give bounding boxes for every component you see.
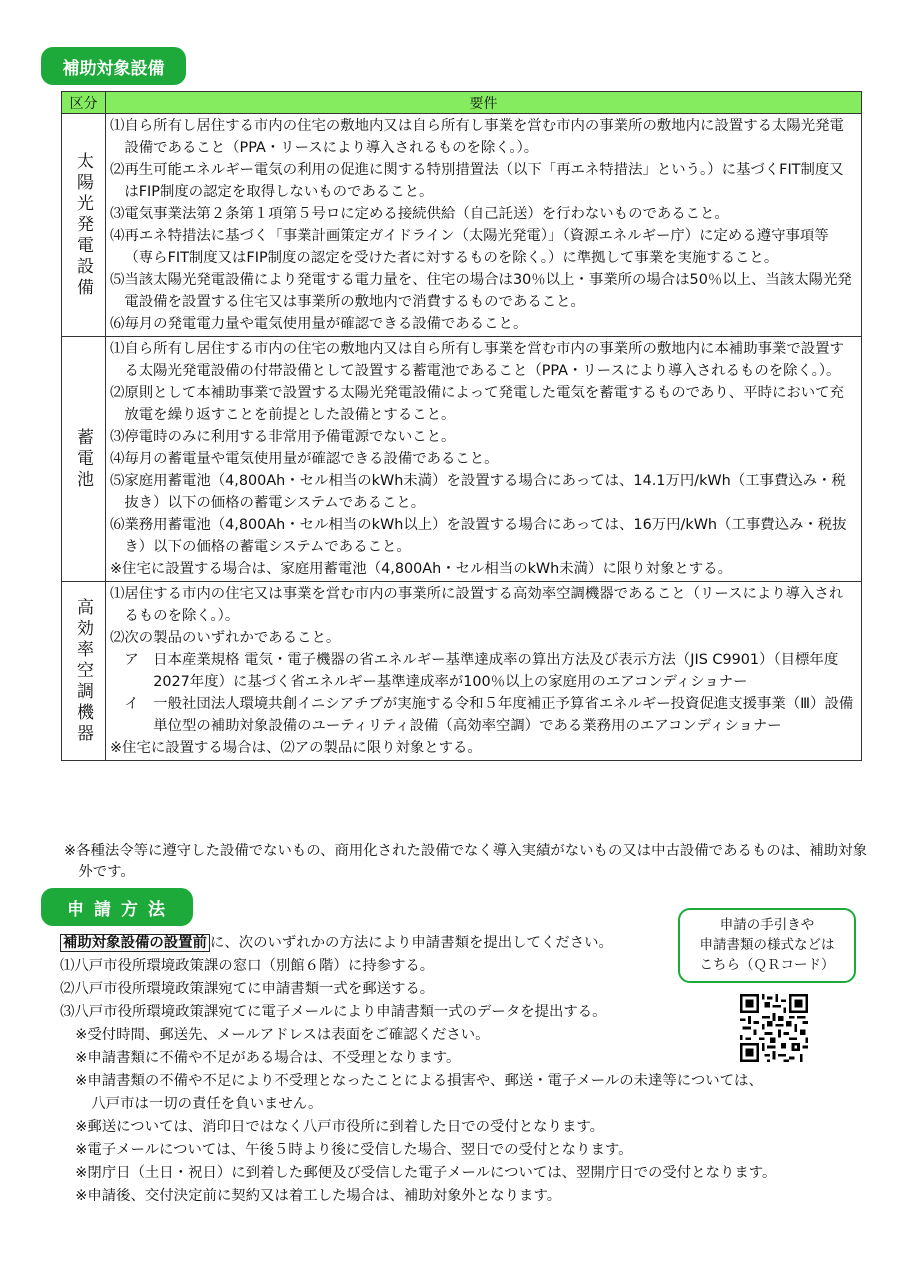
req-item: ⑷再エネ特措法に基づく「事業計画策定ガイドライン（太陽光発電）」（資源エネルギー庁）に定める遵守事項等（専らFIT制度又はFIP制度の認定を受けた者に対するものを除く。）に準拠して事業を実施すること。	[110, 228, 829, 266]
section-title-equipment: 補助対象設備	[41, 47, 186, 85]
req-item: ⑸家庭用蓄電池（4,800Ah・セル相当のkWh未満）を設置する場合にあっては、14.1万円/kWh（工事費込み・税抜き）以下の価格の蓄電システムであること。	[110, 473, 846, 511]
req-item: ⑹毎月の発電電力量や電気使用量が確認できる設備であること。	[110, 316, 528, 332]
req-item: ⑴自ら所有し居住する市内の住宅の敷地内又は自ら所有し事業を営む市内の事業所の敷地内に本補助事業で設置する太陽光発電設備の付帯設備として設置する蓄電池であること（PPA・リースにより導入されるものを除く。）。	[110, 341, 844, 379]
req-item: ⑵再生可能エネルギー電気の利用の促進に関する特別措置法（以下「再エネ特措法」という。）に基づくFIT制度又はFIP制度の認定を取得しないものであること。	[110, 162, 844, 200]
qr-guide-line: 申請の手引きや	[719, 917, 815, 933]
requirements-aircon	[106, 582, 862, 761]
req-note: ※住宅に設置する場合は、家庭用蓄電池（4,800Ah・セル相当のkWh未満）に限り対象とする。	[110, 561, 732, 577]
lead-emphasis: 補助対象設備の設置前	[60, 934, 210, 952]
header-requirements: 要件	[106, 92, 862, 114]
requirements-solar	[106, 114, 862, 337]
method-notes	[60, 1024, 890, 1208]
table-header-row	[62, 92, 862, 114]
req-subitem: ア 日本産業規格 電気・電子機器の省エネルギー基準達成率の算出方法及び表示方法（JIS C9901）（目標年度2027年度）に基づく省エネルギー基準達成率が100％以上の家庭用のエアコンディショナー	[124, 652, 839, 690]
category-aircon: 高効率空調機器	[62, 582, 106, 761]
req-note: ※住宅に設置する場合は、⑵アの製品に限り対象とする。	[110, 740, 482, 756]
req-subitem: イ 一般社団法人環境共創イニシアチブが実施する令和５年度補正予算省エネルギー投資促進支援事業（Ⅲ）設備単位型の補助対象設備のユーティリティ設備（高効率空調）である業務用のエアコンディショナー	[124, 696, 854, 734]
lead-text: に、次のいずれかの方法により申請書類を提出してください。	[209, 935, 613, 951]
section-title-application: 申請方法	[41, 888, 193, 926]
method-note: ※閉庁日（土日・祝日）に到着した郵便及び受信した電子メールについては、翌開庁日での受付となります。	[75, 1165, 777, 1181]
application-method	[60, 932, 890, 1208]
req-item: ⑶停電時のみに利用する非常用予備電源でないこと。	[110, 429, 456, 445]
header-category: 区分	[62, 92, 106, 114]
method-note: ※受付時間、郵送先、メールアドレスは表面をご確認ください。	[75, 1027, 490, 1043]
req-item: ⑹業務用蓄電池（4,800Ah・セル相当のkWh以上）を設置する場合にあっては、16万円/kWh（工事費込み・税抜き）以下の価格の蓄電システムであること。	[110, 517, 847, 555]
method-lead	[60, 932, 890, 955]
method-note: ※電子メールについては、午後５時より後に受信した場合、翌日での受付となります。	[75, 1142, 633, 1158]
category-solar: 太陽光発電設備	[62, 114, 106, 337]
req-item: ⑴自ら所有し居住する市内の住宅の敷地内又は自ら所有し事業を営む市内の事業所の敷地内に設置する太陽光発電設備であること（PPA・リースにより導入されるものを除く。）。	[110, 118, 844, 156]
table-row-solar	[62, 114, 862, 337]
req-item: ⑶電気事業法第２条第１項第５号ロに定める接続供給（自己託送）を行わないものであること。	[110, 206, 729, 222]
requirements-battery	[106, 337, 862, 582]
qr-guide-line: こちら（ＱＲコード）	[699, 957, 835, 973]
method-note: ※申請書類の不備や不足により不受理となったことによる損害や、郵送・電子メールの未達等については、	[75, 1073, 763, 1089]
exclusion-footnote: ※各種法令等に遵守した設備でないもの、商用化された設備でなく導入実績がないもの又は中古設備であるものは、補助対象外です。	[64, 843, 867, 880]
table-row-aircon	[62, 582, 862, 761]
method-note: ※申請後、交付決定前に契約又は着工した場合は、補助対象外となります。	[75, 1188, 562, 1204]
requirements-table	[61, 91, 862, 761]
method-note: 八戸市は一切の責任を負いません。	[91, 1096, 323, 1112]
qr-guide-line: 申請書類の様式などは	[699, 937, 835, 953]
req-item: ⑷毎月の蓄電量や電気使用量が確認できる設備であること。	[110, 451, 499, 467]
method-note: ※申請書類に不備や不足がある場合は、不受理となります。	[75, 1050, 461, 1066]
req-item: ⑴居住する市内の住宅又は事業を営む市内の事業所に設置する高効率空調機器であること（リースにより導入されるものを除く。）。	[110, 586, 844, 624]
method-note: ※郵送については、消印日ではなく八戸市役所に到着した日での受付となります。	[75, 1119, 604, 1135]
method-item: ⑶八戸市役所環境政策課宛てに電子メールにより申請書類一式のデータを提出する。	[60, 1004, 607, 1020]
table-row-battery	[62, 337, 862, 582]
req-item: ⑵原則として本補助事業で設置する太陽光発電設備によって発電した電気を蓄電するものであり、平時において充放電を繰り返すことを前提とした設備とすること。	[110, 385, 844, 423]
method-item: ⑵八戸市役所環境政策課宛てに申請書類一式を郵送する。	[60, 981, 435, 997]
req-item: ⑵次の製品のいずれかであること。	[110, 630, 341, 646]
req-item: ⑸当該太陽光発電設備により発電する電力量を、住宅の場合は30％以上・事業所の場合は50％以上、当該太陽光発電設備を設置する住宅又は事業所の敷地内で消費するものであること。	[110, 272, 852, 310]
category-battery: 蓄電池	[62, 337, 106, 582]
method-item: ⑴八戸市役所環境政策課の窓口（別館６階）に持参する。	[60, 958, 435, 974]
